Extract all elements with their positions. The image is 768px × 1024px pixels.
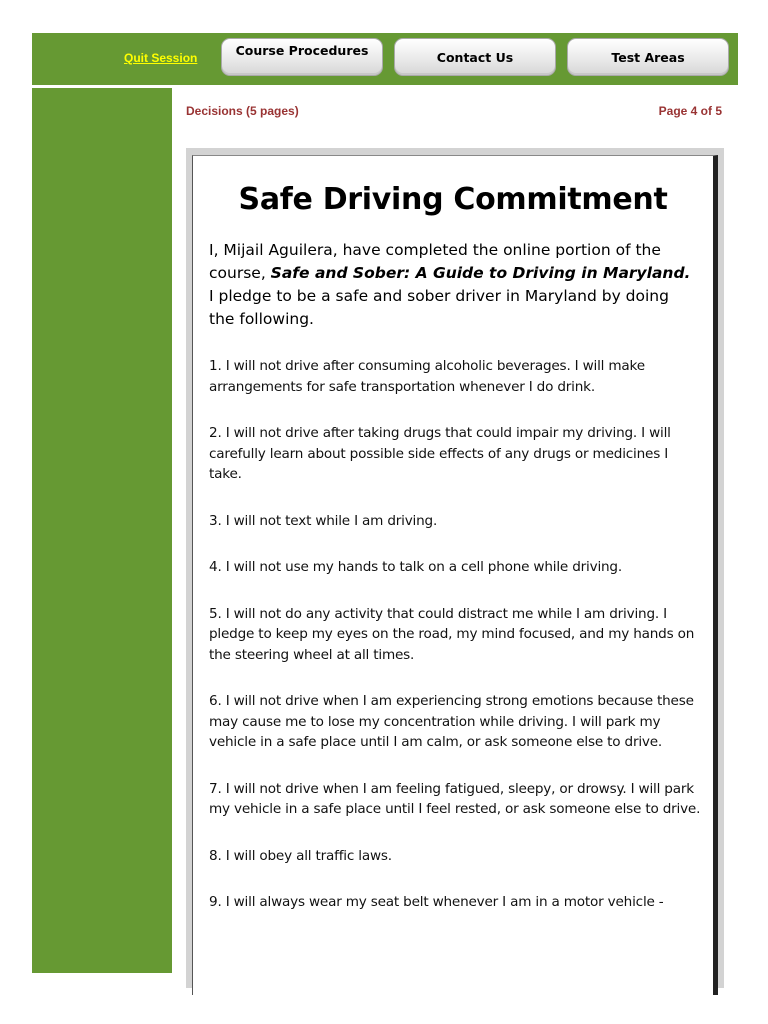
intro-text-end: I pledge to be a safe and sober driver in Maryland by doing the following.: [209, 287, 669, 328]
pledge-item: 9. I will always wear my seat belt whenever I am in a motor vehicle -: [209, 894, 664, 910]
section-title: Decisions (5 pages): [186, 104, 299, 118]
test-areas-button[interactable]: [567, 38, 729, 76]
course-procedures-label: Course Procedures: [235, 42, 369, 58]
left-sidebar: [32, 88, 172, 973]
intro-text-start: I, Mijail Aguilera, have completed the online portion of the course,: [209, 241, 661, 282]
course-name: Safe and Sober: A Guide to Driving in Maryland.: [270, 264, 691, 282]
contact-us-label: Contact Us: [436, 49, 514, 65]
pledge-item: 3. I will not text while I am driving.: [209, 512, 438, 529]
contact-us-button[interactable]: [394, 38, 556, 76]
pledge-item: 2. I will not drive after taking drugs that could impair my driving. I will carefully learn about possible side effects of any drugs or medicines I take.: [209, 425, 671, 482]
document-frame: [186, 148, 724, 988]
document-title: Safe Driving Commitment: [238, 182, 668, 217]
pledge-item: 1. I will not drive after consuming alcoholic beverages. I will make arrangements for safe transportation whenever I do drink.: [209, 358, 645, 395]
pledge-item: 6. I will not drive when I am experiencing strong emotions because these may cause me to lose my concentration while driving. I will park my vehicle in a safe place until I am calm, or ask someone else to drive.: [209, 693, 694, 750]
quit-session-link[interactable]: Quit Session: [124, 51, 198, 65]
intro-paragraph: [209, 239, 691, 331]
top-nav-bar: [32, 33, 738, 85]
pledge-item: 7. I will not drive when I am feeling fatigued, sleepy, or drowsy. I will park my vehicle in a safe place until I feel rested, or ask someone else to drive.: [209, 780, 701, 817]
pledge-item: 4. I will not use my hands to talk on a cell phone while driving.: [209, 559, 622, 575]
pledge-item: 8. I will obey all traffic laws.: [209, 847, 392, 864]
test-areas-label: Test Areas: [611, 49, 685, 65]
page-indicator: Page 4 of 5: [658, 104, 722, 118]
course-procedures-button[interactable]: [221, 38, 383, 76]
document-page[interactable]: [192, 155, 718, 995]
pledge-item: 5. I will not do any activity that could distract me while I am driving. I pledge to keep my eyes on the road, my mind focused, and my hands on the steering wheel at all times.: [209, 605, 695, 663]
